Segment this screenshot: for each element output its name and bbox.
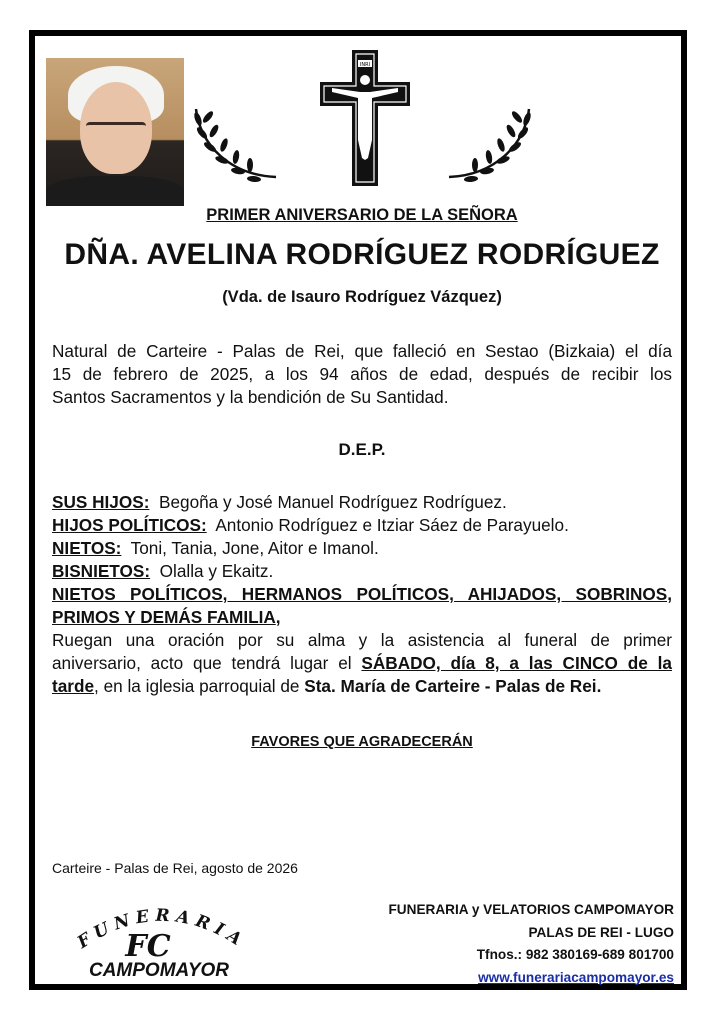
photo-shoulders	[46, 176, 184, 206]
laurel-branch-right-icon	[445, 105, 535, 185]
company-phones: Tfnos.: 982 380169-689 801700	[476, 947, 674, 962]
family-politicos	[52, 514, 672, 537]
favores-text: FAVORES QUE AGRADECERÁN	[251, 734, 473, 750]
logo-initials: FC	[125, 929, 171, 964]
bisnietos-value: Olalla y Ekaitz.	[159, 561, 274, 581]
logo-top-text: FUNERARIA	[73, 905, 251, 953]
deceased-name: DÑA. AVELINA RODRÍGUEZ RODRÍGUEZ	[64, 238, 660, 271]
intro-paragraph	[52, 340, 672, 409]
funeral-line-3-b: , en la iglesia parroquial de	[94, 676, 305, 696]
family-others-line-1: NIETOS POLÍTICOS, HERMANOS POLÍTICOS, AHIJADOS, SOBRINOS,	[52, 584, 672, 604]
funeral-line-1: Ruegan una oración por su alma y la asistencia al funeral de primer	[52, 630, 672, 650]
hijos-value: Begoña y José Manuel Rodríguez Rodríguez.	[158, 492, 507, 512]
photo-glasses	[86, 122, 146, 141]
intro-line-2: 15 de febrero de 2025, a los 94 años de edad, después de recibir los	[52, 364, 672, 384]
intro-line-1: Natural de Carteire - Palas de Rei, que falleció en Sestao (Bizkaia) el día	[52, 341, 672, 361]
anniversary-title	[0, 206, 724, 225]
others-comma: ,	[275, 607, 281, 627]
company-place: PALAS DE REI - LUGO	[528, 924, 674, 940]
church-name: Sta. María de Carteire - Palas de Rei	[304, 676, 597, 696]
family-list	[52, 491, 672, 698]
funeral-tarde: tarde	[52, 676, 95, 696]
company-info	[389, 899, 675, 989]
family-bisnietos	[52, 560, 672, 583]
crucifix-icon	[318, 48, 412, 188]
hijos-label: SUS HIJOS:	[52, 492, 150, 512]
funeral-line-2	[52, 652, 672, 675]
deceased-photo	[46, 58, 184, 206]
laurel-branch-left-icon	[190, 105, 280, 185]
bisnietos-label: BISNIETOS:	[52, 561, 151, 581]
favores-label	[0, 734, 724, 750]
company-name: FUNERARIA y VELATORIOS CAMPOMAYOR	[388, 902, 674, 917]
politicos-label: HIJOS POLÍTICOS:	[52, 515, 207, 535]
dep-label: D.E.P.	[338, 440, 386, 459]
funeral-line-3	[52, 675, 672, 698]
family-hijos	[52, 491, 672, 514]
anniversary-title-text: PRIMER ANIVERSARIO DE LA SEÑORA	[206, 206, 518, 224]
funeral-line-2-a: aniversario, acto que tendrá lugar el	[52, 653, 362, 673]
family-others-line-2	[52, 606, 672, 629]
nietos-value: Toni, Tania, Jone, Aitor e Imanol.	[130, 538, 379, 558]
politicos-value: Antonio Rodríguez e Itziar Sáez de Parayuelo.	[215, 515, 569, 535]
campomayor-logo	[55, 892, 270, 980]
place-date: Carteire - Palas de Rei, agosto de 2026	[52, 860, 298, 876]
funeral-date: SÁBADO, día 8, a las CINCO de la	[361, 653, 672, 673]
widow-of: (Vda. de Isauro Rodríguez Vázquez)	[222, 288, 502, 306]
nietos-label: NIETOS:	[52, 538, 122, 558]
church-period: .	[596, 676, 602, 696]
company-website-link[interactable]: www.funerariacampomayor.es	[478, 969, 674, 985]
family-nietos	[52, 537, 672, 560]
inri-label: INRI	[359, 62, 371, 68]
logo-bottom-text: CAMPOMAYOR	[88, 960, 230, 980]
others-line-2-text: PRIMOS Y DEMÁS FAMILIA	[52, 607, 276, 627]
intro-line-3: Santos Sacramentos y la bendición de Su Santidad.	[52, 387, 449, 407]
